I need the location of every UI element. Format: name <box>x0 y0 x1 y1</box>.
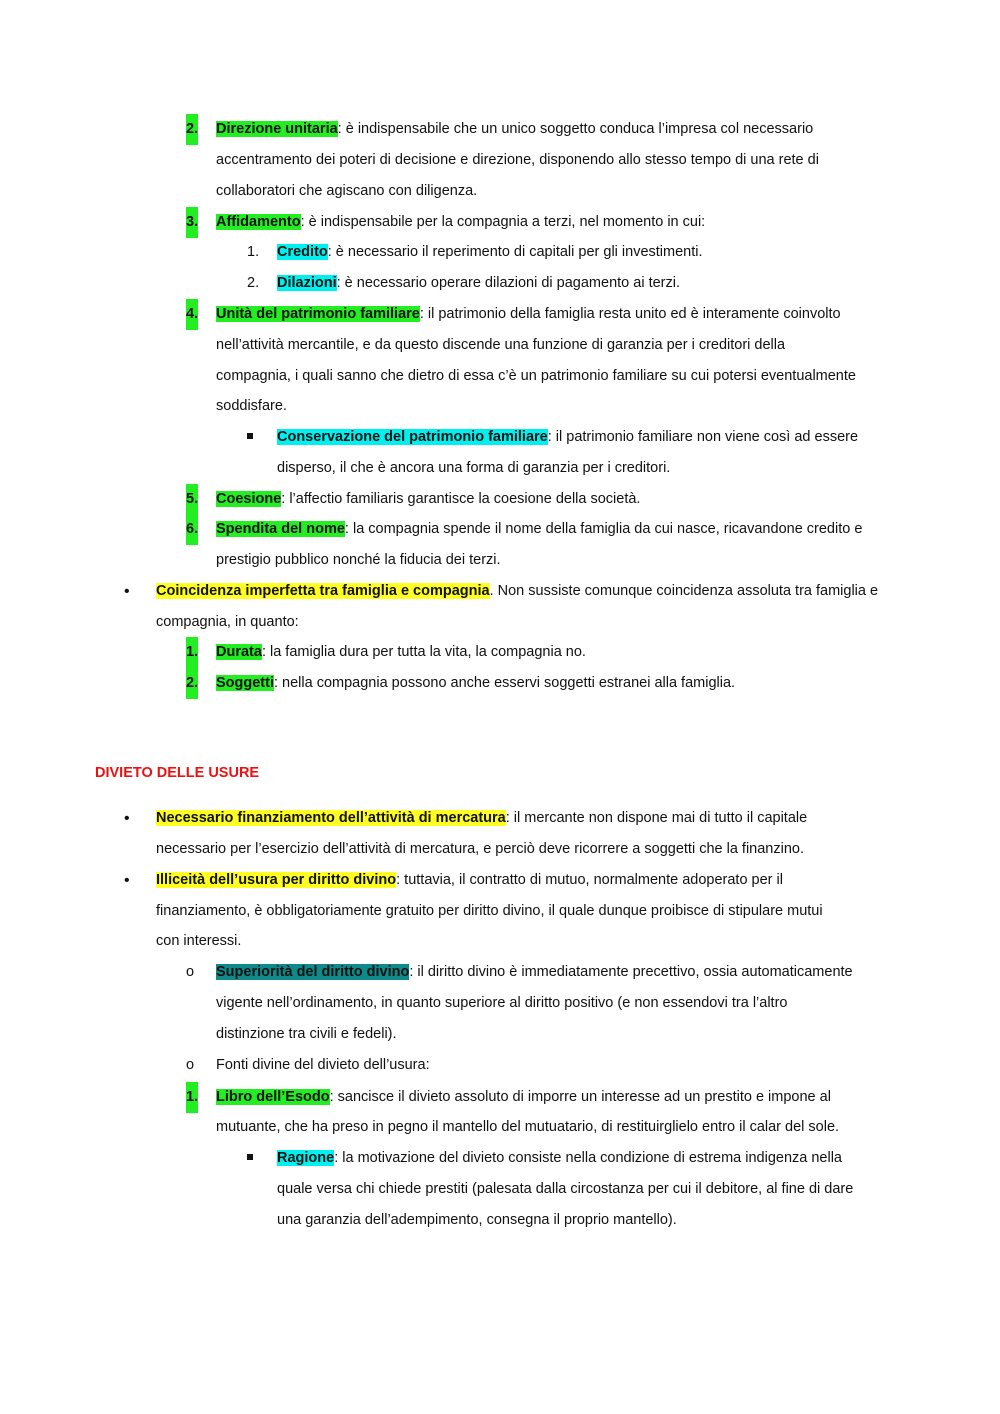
sub-item-credito <box>0 237 1000 268</box>
bullet-icon: • <box>124 583 130 600</box>
item-text-line: : è indispensabile che un unico soggetto conduca l’impresa col necessario <box>337 121 814 137</box>
item-text-line: compagnia, in quanto: <box>156 614 299 630</box>
item-text-line: : è necessario il reperimento di capitali per gli investimenti. <box>327 244 703 260</box>
item-text-line: collaboratori che agiscano con diligenza. <box>216 183 478 199</box>
list-number: 4. <box>186 299 198 330</box>
term-soggetti: Soggetti <box>216 675 274 691</box>
square-bullet-icon <box>247 422 253 453</box>
item-text-line: disperso, il che è ancora una forma di garanzia per i creditori. <box>277 460 671 476</box>
term-coesione: Coesione <box>216 491 282 507</box>
item-text-line: : la motivazione del divieto consiste nella condizione di estrema indigenza nella <box>334 1150 843 1166</box>
item-text-line: : sancisce il divieto assoluto di imporre un interesse ad un prestito e impone al <box>329 1089 831 1105</box>
circle-bullet-icon: o <box>186 964 195 980</box>
list-number: 3. <box>186 207 198 238</box>
item-text-line: : la compagnia spende il nome della famiglia da cui nasce, ricavandone credito e <box>344 521 863 537</box>
item-text-line: soddisfare. <box>216 398 287 414</box>
list-item-affidamento <box>0 207 1000 238</box>
sub-item-ragione <box>0 1143 1000 1174</box>
circle-bullet-icon: o <box>186 1057 195 1073</box>
sub-item-fonti <box>0 1050 1000 1081</box>
item-text-line: : tuttavia, il contratto di mutuo, normalmente adoperato per il <box>396 872 783 888</box>
item-text-line: quale versa chi chiede prestiti (palesata dalla circostanza per cui il debitore, al fine di dare <box>277 1181 854 1197</box>
list-item-spendita-nome <box>0 514 1000 545</box>
item-text-line: : è necessario operare dilazioni di pagamento ai terzi. <box>336 275 680 291</box>
list-number: 1. <box>186 1082 198 1113</box>
bullet-coincidenza <box>0 576 1000 607</box>
item-text-line: accentramento dei poteri di decisione e direzione, disponendo allo stesso tempo di una rete di <box>216 152 819 168</box>
term-affidamento: Affidamento <box>216 214 301 230</box>
square-bullet-icon <box>247 1143 253 1174</box>
item-text-line: Fonti divine del divieto dell’usura: <box>216 1057 430 1073</box>
term-direzione-unitaria: Direzione unitaria <box>216 121 338 137</box>
list-number: 2. <box>186 668 198 699</box>
item-text-line: finanziamento, è obbligatoriamente gratuito per diritto divino, il quale dunque proibisce di stipulare mutui <box>156 903 823 919</box>
term-conservazione: Conservazione del patrimonio familiare <box>277 429 548 445</box>
list-number: 5. <box>186 484 198 515</box>
item-text-line: vigente nell’ordinamento, in quanto superiore al diritto positivo (e non essendovi tra l’altro <box>216 995 788 1011</box>
list-item-coesione <box>0 484 1000 515</box>
item-text-line: nell’attività mercantile, e da questo discende una funzione di garanzia per i creditori della <box>216 337 786 353</box>
sub-item-superiorita <box>0 957 1000 988</box>
term-durata: Durata <box>216 644 262 660</box>
list-number: 2. <box>247 275 260 291</box>
item-text-line: : il patrimonio della famiglia resta unito ed è interamente coinvolto <box>419 306 841 322</box>
sub-item-dilazioni <box>0 268 1000 299</box>
section-heading: DIVIETO DELLE USURE <box>95 765 260 781</box>
bullet-finanziamento <box>0 803 1000 834</box>
item-text-line: una garanzia dell’adempimento, consegna il proprio mantello). <box>277 1212 677 1228</box>
item-text-line: : il patrimonio familiare non viene così ad essere <box>547 429 859 445</box>
term-libro-esodo: Libro dell’Esodo <box>216 1089 330 1105</box>
item-text-line: : il diritto divino è immediatamente precettivo, ossia automaticamente <box>409 964 853 980</box>
term-superiorita: Superiorità del diritto divino <box>216 964 410 980</box>
list-item-direzione-unitaria <box>0 114 1000 145</box>
list-item-soggetti <box>0 668 1000 699</box>
item-text-line: con interessi. <box>156 933 242 949</box>
item-text-line: compagnia, i quali sanno che dietro di essa c’è un patrimonio familiare su cui potersi eventualmente <box>216 368 856 384</box>
term-coincidenza: Coincidenza imperfetta tra famiglia e compagnia <box>156 583 490 599</box>
item-text-line: prestigio pubblico nonché la fiducia dei terzi. <box>216 552 501 568</box>
item-text-line: : è indispensabile per la compagnia a terzi, nel momento in cui: <box>300 214 706 230</box>
list-item-durata <box>0 637 1000 668</box>
list-number: 2. <box>186 114 198 145</box>
item-text-line: . Non sussiste comunque coincidenza assoluta tra famiglia e <box>489 583 879 599</box>
term-unita-patrimonio: Unità del patrimonio familiare <box>216 306 420 322</box>
item-text-line: : l’affectio familiaris garantisce la coesione della società. <box>281 491 641 507</box>
list-number: 6. <box>186 514 198 545</box>
bullet-icon: • <box>124 810 130 827</box>
item-text-line: distinzione tra civili e fedeli). <box>216 1026 397 1042</box>
item-text-line: : la famiglia dura per tutta la vita, la compagnia no. <box>261 644 586 660</box>
term-ragione: Ragione <box>277 1150 335 1166</box>
bullet-illiceita <box>0 865 1000 896</box>
item-text-line: necessario per l’esercizio dell’attività di mercatura, e perciò deve ricorrere a soggetti che la finanzino. <box>156 841 804 857</box>
item-text-line: mutuante, che ha preso in pegno il mantello del mutuatario, di restituirglielo entro il calar del sole. <box>216 1119 840 1135</box>
list-number: 1. <box>186 637 198 668</box>
term-credito: Credito <box>277 244 328 260</box>
item-text-line: : nella compagnia possono anche esservi soggetti estranei alla famiglia. <box>274 675 736 691</box>
list-number: 1. <box>247 244 260 260</box>
term-dilazioni: Dilazioni <box>277 275 337 291</box>
bullet-icon: • <box>124 872 130 889</box>
list-item-unita-patrimonio <box>0 299 1000 330</box>
term-illiceita: Illiceità dell’usura per diritto divino <box>156 872 397 888</box>
list-item-libro-esodo <box>0 1082 1000 1113</box>
term-spendita-nome: Spendita del nome <box>216 521 345 537</box>
sub-item-conservazione <box>0 422 1000 453</box>
term-finanziamento: Necessario finanziamento dell’attività di mercatura <box>156 810 506 826</box>
item-text-line: : il mercante non dispone mai di tutto il capitale <box>505 810 808 826</box>
